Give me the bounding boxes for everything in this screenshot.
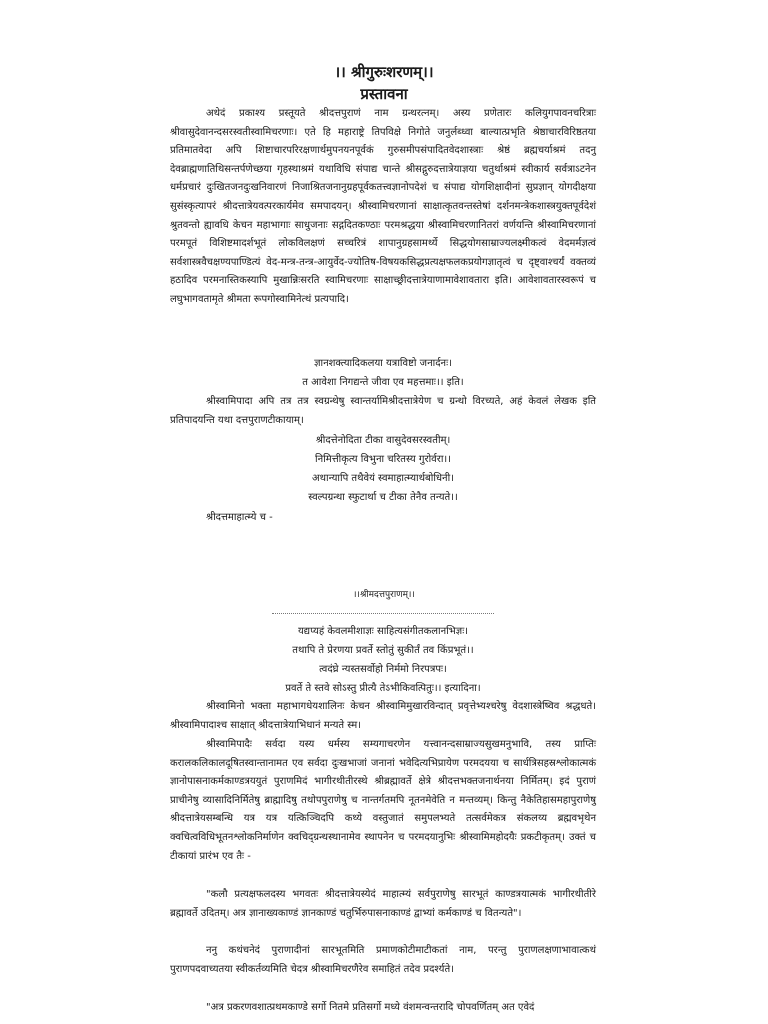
verse-line: निमित्तीकृत्य विभुना चरितस्य गुरोर्वरा।। bbox=[315, 454, 451, 465]
verse-line: श्रीदत्तेनोदिता टीका वासुदेवसरस्वतीम्। bbox=[315, 435, 451, 446]
page-title: ।। श्रीगुरुःशरणम्।। bbox=[334, 63, 434, 81]
verse-block-1 bbox=[170, 354, 596, 392]
section-heading: प्रस्तावना bbox=[360, 85, 408, 103]
paragraph-4: श्रीस्वामिपादैः सर्वदा यस्य धर्मस्य सम्यगाचरणेन यत्त्वानन्दसाम्राज्यसुखमनुभावि, तस्य प्राप्तिः करालकलिकालदूषितस्वान्तानामत एव सर्वदा दुःखभाजां जनानां भवेदित्यभिप्रायेण परमदयया च सार्धत्रिसहस्रश्लोकात्मकं ज्ञानोपासनाकर्मकाण्डत्रययुतं पुराणमिदं भागीरथीतीरस्थे श्रीब्रह्मावर्ते क्षेत्रे श्रीदत्तभक्तजनार्थनया निर्मितम्। इदं पुराणं प्राचीनेषु व्यासादिनिर्मितेषु ब्राह्मादिषु तथोपपुराणेषु च नान्तर्गतमपि नूतनमेवेति न मन्तव्यम्। किन्तु नैकेतिहासमहापुराणेषु श्रीदत्तात्रेयसम्बन्धि यत्र यत्र यत्किञ्चिदपि कथ्ये वस्तुजातं समुपलभ्यते तत्सर्वमेकत्र संकलय्य ब्रह्मवभृथेन क्वचित्वविधिभूतनश्लोकनिर्माणेन क्वचिद्ग्रन्थस्थानामेव स्थापनेन च परमदयानुभिः श्रीस्वामिमहोदयैः प्रकटीकृतम्। उक्तं च टीकायां प्रारंभ एव तैः - bbox=[170, 739, 596, 862]
verse-line: स्वल्पग्रन्था स्फुटार्था च टीका तेनैव तन्यते।। bbox=[308, 492, 458, 503]
quote-1: "कलौ प्रत्यक्षफलदस्य भगवतः श्रीदत्तात्रेयस्येदं माहात्म्यं सर्वपुराणेषु सारभूतं काण्डत्रयात्मकं भागीरथीतीरे ब्रह्मावर्ते उदितम्। अत्र ज्ञानाख्यकाण्डं ज्ञानकाण्डं चतुर्भिरुपासनाकाण्डं द्वाभ्यां कर्मकाण्डं च वितन्यते"। bbox=[170, 889, 596, 919]
paragraph-5: ननु कथंचनेदं पुराणादीनां सारभूतमिति प्रमाणकोटीमाटीकतां नाम, परन्तु पुराणलक्षणाभावात्कथं पुराणपदवाच्यतया स्वीकर्तव्यमिति चेदत्र श्रीस्वामिचरणैरेव समाहितं तदेव प्रदर्श्यते। bbox=[170, 945, 596, 975]
mahatmya-line: श्रीदत्तमाहात्म्ये च - bbox=[206, 512, 273, 523]
quote-2: "अत्र प्रकरणवशात्प्रथमकाण्डे सर्गो नितमे प्रतिसर्गो मध्ये वंशमन्वन्तरादि चोपवर्णितम् अत एवेदं bbox=[206, 1002, 535, 1013]
verse-line: यद्यप्यहं केवलमीशाज्ञः साहित्यसंगीतकलानभिज्ञः। bbox=[297, 626, 469, 637]
verse-block-3 bbox=[170, 622, 596, 698]
paragraph-3: श्रीस्वामिनो भक्ता महाभागधेयशालिनः केचन श्रीस्वामिमुखारविन्दात् प्रवृत्तेभ्यश्चरेषु वेदशास्त्रेष्विव श्रद्धधते। श्रीस्वामिपादाश्च साक्षात् श्रीदत्तात्रेयाभिधानं मन्यते स्म। bbox=[170, 701, 596, 731]
intro-paragraph: अथेदं प्रकाश्य प्रस्तूयते श्रीदत्तपुराणं नाम ग्रन्थरत्नम्। अस्य प्रणेतारः कलियुगपावनचरित्राः श्रीवासुदेवानन्दसरस्वतीस्वामिचरणाः। एते हि महाराष्ट्रे तिपविक्षे निगोते जनुर्लब्ध्वा बाल्यात्प्रभृति श्रेष्ठाचारविरिष्ठतया प्रतिमातवेदा अपि शिष्टाचारपरिरक्षणार्थमुपनयनपूर्वकं गुरुसमीपसंपादितवेदशास्त्राः श्रेष्ठं ब्रह्मचर्याश्रमं तदनु देवब्राह्मणातिथिसन्तर्पणेच्छया गृहस्थाश्रमं यथाविधि संपाद्य चान्ते श्रीसद्गुरुदत्तात्रेयाज्ञया चतुर्थाश्रमं स्वीकार्य सर्वत्राऽटनेन धर्मप्रचारं दुःखितजनदुःखनिवारणं निजाश्रितजनानुग्रहपूर्वकतत्त्वज्ञानोपदेशं च संपाद्य योगशिक्षादीनां सुप्रज्ञान् योगदीक्षया सुसंस्कृत्यापरं श्रीदत्तात्रेयवत्परकार्यमेव समपादयन्। श्रीस्वामिचरणानां साक्षात्कृतवन्तस्तेषां दर्शनमन्त्रेकशास्त्रयुक्तपूर्वदेशं श्रुतवन्तो ह्यावधि केचन महाभागाः साधुजनाः सद्गदितकण्ठाः परमश्रद्धया श्रीस्वामिचरणानितरां वर्णयन्ति श्रीस्वामिचरणानां परमपूतं विशिष्टमादर्शभूतं लोकविलक्षणं सच्चरित्रं शापानुग्रहसामर्थ्ये सिद्धयोगसाम्राज्यलक्ष्मीकत्वं वेदमर्मज्ञत्वं सर्वशास्त्रवैचक्षण्यपाण्डित्यं वेद-मन्त्र-तन्त्र-आयुर्वेद-ज्योतिष-विषयकसिद्धप्रत्यक्षफलकप्रयोगज्ञातृत्वं च दृष्ट्वाश्चर्यं वक्तव्यं हठादिव परमनास्तिकस्यापि मुखान्निःसरति स्वामिचरणाः साक्षाच्छ्रीदत्तात्रेयाणामावेशावतारा इति। आवेशावतारस्वरूपं च लघुभागवतामृते श्रीमता रूपगोस्वामिनेत्थं प्रत्यपादि। bbox=[170, 108, 596, 305]
verse-line: तथापि ते प्रेरणया प्रवर्ते स्तोतुं सुकीर्तं तव किंप्रभूतं।। bbox=[292, 645, 474, 656]
verse-line: त आवेशा निगद्यन्ते जीवा एव महत्तमाः।। इति। bbox=[302, 377, 464, 388]
dotted-divider bbox=[272, 613, 494, 614]
verse-line: अथान्यापि तथैवेयं स्वमाहात्म्यार्थबोधिनी। bbox=[312, 473, 454, 484]
paragraph-2: श्रीस्वामिपादा अपि तत्र तत्र स्वग्रन्थेषु स्वान्तर्यामिश्रीदत्तात्रेयेण च ग्रन्थो विरच्यते, अहं केवलं लेखक इति प्रतिपादयन्ति यथा दत्तपुराणटीकायाम्। bbox=[170, 396, 596, 426]
verse-line: प्रवर्ते ते स्तवे सोऽस्तु प्रीत्यै तेऽभीकिवत्पितुः।। इत्यादिना। bbox=[285, 683, 481, 694]
verse-block-2 bbox=[170, 431, 596, 507]
verse-line: त्वदंघ्रे न्यस्तसर्वोहो निर्ममो निरपत्रपः। bbox=[319, 664, 447, 675]
sub-title: ।।श्रीमदत्तपुराणम्।। bbox=[353, 590, 415, 600]
verse-line: ज्ञानशक्त्यादिकलया यत्राविष्टो जनार्दनः। bbox=[314, 358, 452, 369]
